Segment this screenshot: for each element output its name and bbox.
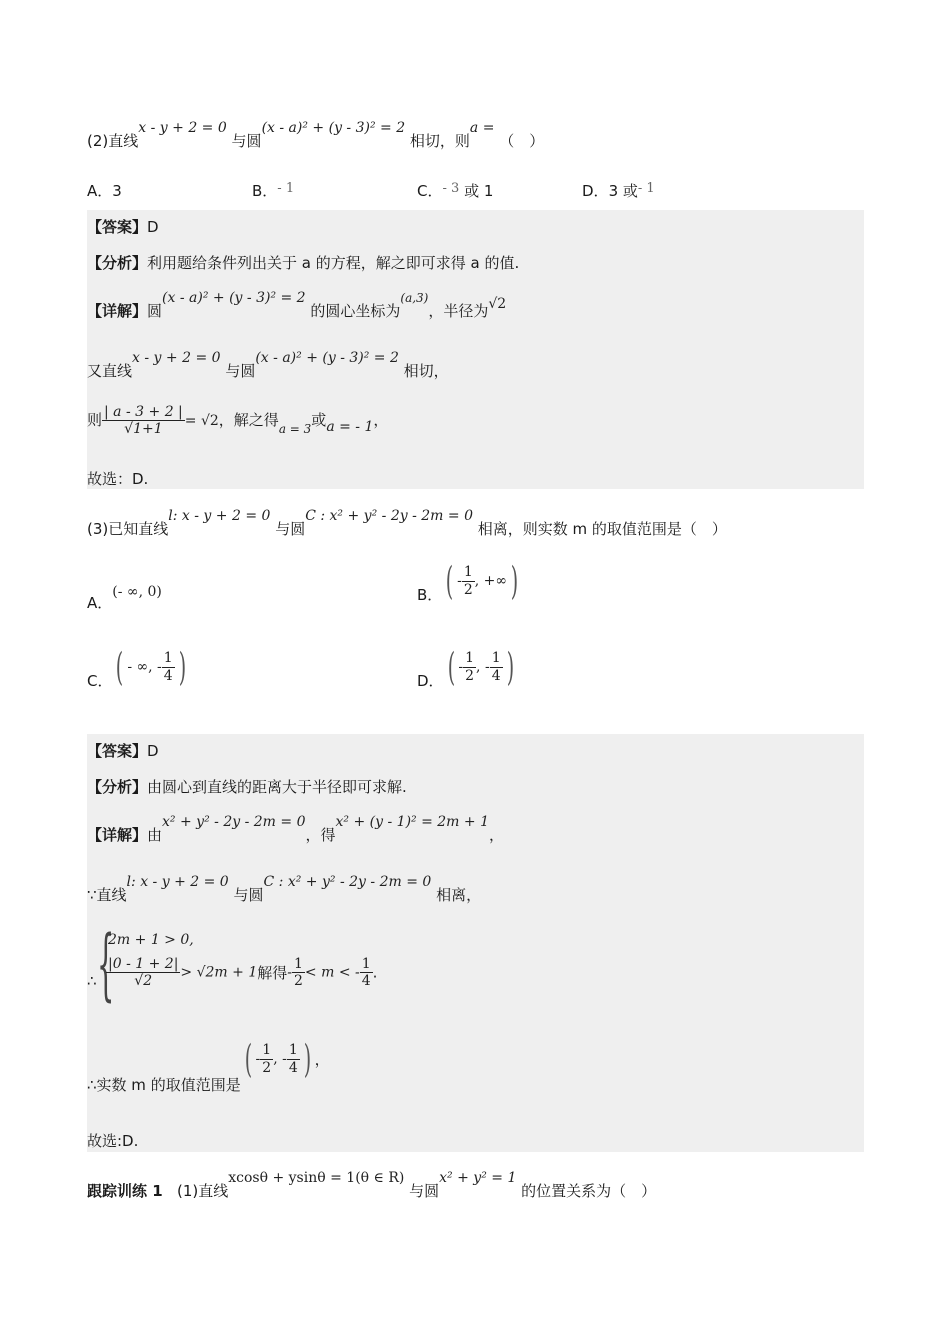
sol3-detail-end: ， [489, 826, 505, 844]
sol2-frac-den: √1+1 [124, 421, 163, 438]
q2-option-a-value: 3 [112, 182, 122, 200]
sol3-sys-frac [106, 956, 180, 989]
sol2-frac-num: | a - 3 + 2 | [104, 404, 183, 420]
sol3-range-rparen: ) [303, 1037, 311, 1081]
q3-option-d-num1: 1 [465, 650, 475, 667]
sol2-detail [87, 290, 507, 321]
sol2-detail-eq: (x - a)² + (y - 3)² = 2 [162, 290, 306, 306]
sol3-line2-tail: 相离， [436, 886, 482, 904]
q3-option-b[interactable] [417, 559, 522, 604]
track-title: 跟踪训练 1 [87, 1182, 163, 1200]
sol3-line2-mid: 与圆 [233, 886, 264, 904]
q3-mid: 与圆 [275, 520, 306, 538]
q3-option-d-frac2 [490, 650, 503, 683]
q3-option-b-label: B． [417, 585, 443, 604]
sol3-eq1: x² + y² - 2y - 2m = 0 [162, 814, 306, 830]
q2-mid: 与圆 [231, 132, 262, 150]
q3-option-b-right: , +∞ [474, 573, 508, 589]
sol3-range-pre: ∴实数 m 的取值范围是 [87, 1075, 241, 1094]
q2-stem [87, 120, 545, 151]
sol3-sys1: 2m + 1 > 0, [108, 932, 194, 948]
sol3-conclusion [87, 1130, 138, 1151]
sol2-answer-value: D [147, 218, 159, 236]
sol2-detail-pre: 圆 [147, 302, 163, 320]
q3-option-b-lparen: ( [446, 559, 454, 603]
q2-option-b-label: B． [252, 182, 278, 200]
q2-option-d[interactable] [582, 180, 655, 201]
sol3-res-d1: 2 [294, 973, 303, 990]
sol3-res-mid: < m < - [304, 964, 360, 981]
q3-option-d-den2: 4 [491, 667, 501, 684]
track-eq: xcosθ + ysinθ = 1(θ ∈ R) [228, 1170, 405, 1186]
q3-option-d-rparen: ) [506, 645, 514, 689]
q2-option-c-label: C． [417, 182, 443, 200]
q2-option-b[interactable] [252, 180, 294, 201]
q3-option-b-rparen: ) [510, 559, 519, 603]
q3-prefix: (3)已知直线 [87, 520, 169, 538]
track-eq2: x² + y² = 1 [439, 1170, 517, 1186]
q2-blank: （ ） [499, 132, 545, 150]
sol3-range-d1: 2 [262, 1059, 272, 1076]
q3-option-c-label: C． [87, 671, 113, 690]
q2-circle-eq: (x - a)² + (y - 3)² = 2 [261, 120, 406, 136]
q3-option-b-num: 1 [463, 564, 473, 581]
q3-option-a[interactable] [87, 580, 162, 612]
q3-stem [87, 508, 727, 539]
sol3-analysis-tag: 【分析】 [87, 778, 148, 796]
q2-option-c-value: - 3 [442, 181, 460, 196]
q3-option-c-den: 4 [163, 667, 173, 684]
sol3-detail-pre: 由 [147, 826, 163, 844]
sol2-answer-tag: 【答案】 [87, 218, 148, 236]
sol3-conclusion-text: 故选:D. [87, 1132, 139, 1150]
sol3-res-n1: 1 [294, 956, 303, 972]
q2-option-d-tail: - 1 [637, 181, 655, 196]
sol3-therefore-sym: ∴ [87, 972, 97, 990]
sol3-res-frac2 [360, 956, 373, 989]
sol3-line2-pre: ∵直线 [87, 886, 127, 904]
q2-option-c-tail: 或 1 [464, 182, 494, 200]
sol2-answer [87, 216, 159, 237]
sol2-sol-b: a = - 1 [326, 419, 374, 436]
q3-line-eq: l: x - y + 2 = 0 [168, 508, 271, 524]
sol3-range-frac2 [287, 1042, 300, 1075]
sol3-analysis-text: 由圆心到直线的距离大于半径即可求解. [147, 778, 407, 796]
sol2-detail-tag: 【详解】 [87, 302, 148, 320]
sol3-line2-eq2: C : x² + y² - 2y - 2m = 0 [263, 874, 432, 890]
sol2-analysis-text: 利用题给条件列出关于 a 的方程，解之即可求得 a 的值. [147, 254, 520, 272]
q3-option-d-mid: , - [476, 659, 490, 675]
sol3-range-sign: - [255, 1051, 261, 1067]
sol3-range-n2: 1 [288, 1042, 298, 1059]
track-mid: 与圆 [409, 1182, 440, 1200]
q2-option-a-label: A． [87, 182, 113, 200]
sol2-line2-tail: 相切， [403, 362, 449, 380]
sol3-detail [87, 814, 505, 845]
q2-var: a = [469, 120, 495, 136]
track-suffix: 的位置关系为（ ） [521, 1182, 657, 1200]
sol3-res-d2: 4 [361, 973, 371, 990]
q3-option-d-num2: 1 [491, 650, 501, 667]
sol3-range-mid: , - [273, 1051, 287, 1067]
q3-option-b-frac [462, 564, 475, 597]
sol2-line2-eq2: (x - a)² + (y - 3)² = 2 [255, 350, 399, 366]
q3-option-d-frac1 [463, 650, 476, 683]
sol2-line3 [87, 404, 388, 437]
sol3-therefore [87, 972, 97, 990]
q3-option-c-left: - ∞, - [127, 659, 162, 675]
q2-line-eq: x - y + 2 = 0 [138, 120, 227, 136]
sol3-res-frac1 [292, 956, 305, 989]
sol3-line2 [87, 874, 482, 905]
sol3-detail-tag: 【详解】 [87, 826, 148, 844]
sol2-sol-a: a = 3 [278, 422, 312, 437]
sol2-or: 或 [311, 411, 327, 430]
sol2-line2-mid: 与圆 [225, 362, 256, 380]
sol2-line3-pre: 则 [87, 411, 103, 430]
sol3-answer-tag: 【答案】 [87, 742, 148, 760]
sol2-line2 [87, 350, 449, 381]
sol3-res-end: . [372, 963, 378, 982]
q3-option-b-sign: - [457, 573, 462, 589]
sol3-sys-line1 [108, 932, 194, 948]
sol2-analysis-tag: 【分析】 [87, 254, 148, 272]
q2-option-a[interactable] [87, 180, 122, 201]
track-prefix: (1)直线 [176, 1182, 229, 1200]
sol3-line2-eq: l: x - y + 2 = 0 [126, 874, 229, 890]
q3-option-c-rparen: ) [178, 645, 186, 689]
sol2-line3-mid: ，解之得 [218, 411, 279, 430]
q3-option-a-label: A． [87, 594, 113, 612]
q2-option-c[interactable] [417, 180, 493, 201]
sol2-fraction [102, 404, 185, 437]
sol2-center: (a,3) [400, 291, 429, 305]
q3-option-c-frac [162, 650, 175, 683]
sol3-range-end: ， [314, 1050, 330, 1069]
sol3-solve-text: 解得 [257, 964, 288, 983]
q3-option-d[interactable] [417, 645, 517, 690]
sol2-line2-eq: x - y + 2 = 0 [132, 350, 221, 366]
q2-option-d-label: D． [582, 182, 609, 200]
sol2-detail-mid: 的圆心坐标为 [310, 302, 401, 320]
q3-option-c-lparen: ( [116, 645, 124, 689]
sol3-sys-num: |0 - 1 + 2| [108, 956, 179, 972]
q3-suffix: 相离，则实数 m 的取值范围是（ ） [477, 520, 727, 538]
sol3-answer-value: D [147, 742, 159, 760]
sol2-eq-rhs: = √2 [184, 413, 219, 430]
sol3-system-brace: { [97, 920, 115, 1010]
sol3-range-lparen: ( [244, 1037, 252, 1081]
q3-circle-eq: C : x² + y² - 2y - 2m = 0 [305, 508, 473, 524]
sol2-line3-end: ， [373, 411, 389, 430]
sol3-range [87, 1037, 330, 1094]
q2-option-d-value: 3 或 [608, 182, 638, 200]
sol2-line2-pre: 又直线 [87, 362, 133, 380]
track-stem [87, 1170, 657, 1201]
q3-option-c[interactable] [87, 645, 190, 690]
q3-option-d-label: D． [417, 671, 444, 690]
sol3-range-d2: 4 [288, 1059, 298, 1076]
sol3-answer [87, 740, 159, 761]
sol3-res-n2: 1 [361, 956, 371, 972]
sol3-detail-mid: ，得 [305, 826, 336, 844]
q2-prefix: (2)直线 [87, 132, 139, 150]
q3-option-d-den1: 2 [465, 667, 475, 684]
q2-option-b-value: - 1 [277, 181, 295, 196]
sol3-analysis [87, 776, 407, 797]
q3-option-c-num: 1 [163, 650, 173, 667]
q3-option-b-den: 2 [463, 581, 473, 598]
q2-suffix: 相切，则 [409, 132, 470, 150]
sol2-analysis [87, 252, 519, 273]
sol3-sys-rhs: > √2m + 1 [180, 964, 258, 981]
sol3-range-frac1 [260, 1042, 273, 1075]
sol3-eq2: x² + (y - 1)² = 2m + 1 [335, 814, 489, 830]
sol2-detail-tail: ，半径为 [428, 302, 489, 320]
sol3-range-n1: 1 [262, 1042, 272, 1059]
sol2-conclusion [87, 468, 148, 489]
sol3-res-sign: - [287, 964, 292, 981]
sol3-sys-den: √2 [134, 973, 153, 990]
q3-option-d-sign: - [458, 659, 464, 675]
sol2-radius: √2 [488, 296, 507, 312]
q3-option-a-value: (- ∞, 0) [112, 584, 162, 600]
sol2-conclusion-text: 故选：D. [87, 470, 149, 488]
q3-option-d-lparen: ( [447, 645, 455, 689]
sol3-sys-line2 [106, 956, 377, 989]
